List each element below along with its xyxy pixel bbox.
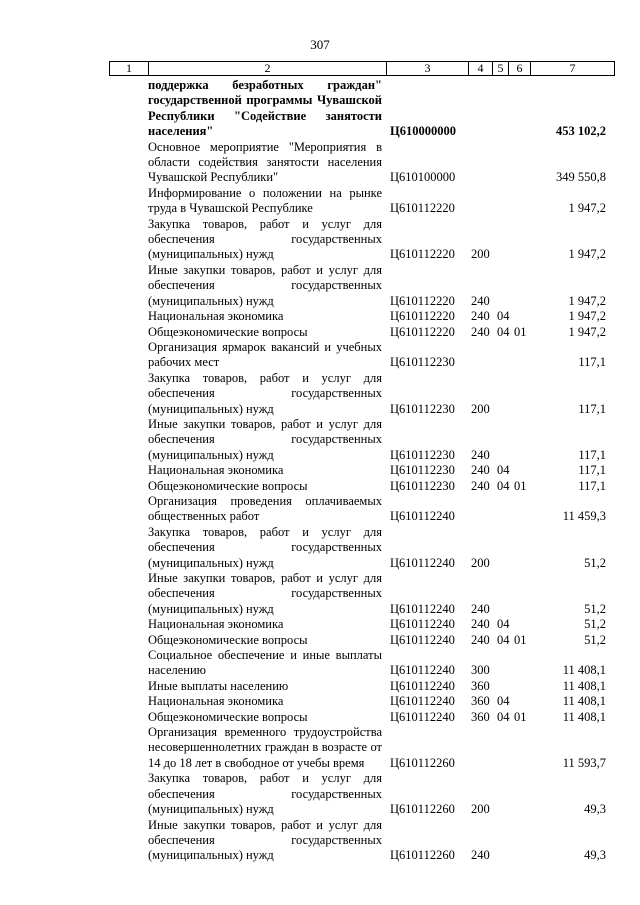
- row-amount: 11 459,3: [562, 509, 606, 524]
- table-row: [0, 217, 640, 263]
- table-row: [0, 571, 640, 617]
- row-amount: 49,3: [584, 848, 606, 863]
- row-target-code: Ц610112240: [390, 509, 455, 524]
- header-col-5: 5: [492, 62, 508, 75]
- row-description: Национальная экономика: [148, 694, 284, 709]
- row-section: 04: [497, 632, 510, 647]
- row-description: Организация проведения оплачиваемых общественных работ: [148, 493, 382, 524]
- table-row: [0, 78, 640, 140]
- table-row: [0, 818, 640, 864]
- row-target-code: Ц610112230: [390, 463, 455, 478]
- row-target-code: Ц610112220: [390, 309, 455, 324]
- table-row: [0, 710, 640, 725]
- table-row: [0, 633, 640, 648]
- row-expense-type: 240: [471, 309, 490, 324]
- row-amount: 1 947,2: [568, 201, 606, 216]
- row-amount: 453 102,2: [556, 124, 606, 139]
- row-description: Иные закупки товаров, работ и услуг для обеспечения государственных (муниципальных) нужд: [148, 262, 382, 308]
- table-row: [0, 725, 640, 771]
- row-amount: 51,2: [584, 632, 606, 647]
- table-row: [0, 325, 640, 340]
- row-target-code: Ц610112230: [390, 355, 455, 370]
- row-expense-type: 360: [471, 678, 490, 693]
- row-expense-type: 200: [471, 555, 490, 570]
- row-amount: 11 408,1: [562, 678, 606, 693]
- row-target-code: Ц610112220: [390, 247, 455, 262]
- row-section: 04: [497, 463, 510, 478]
- row-amount: 11 408,1: [562, 694, 606, 709]
- row-amount: 11 593,7: [562, 755, 606, 770]
- header-col-7: 7: [530, 62, 614, 75]
- row-expense-type: 200: [471, 802, 490, 817]
- row-description: Национальная экономика: [148, 309, 284, 324]
- row-section: 04: [497, 309, 510, 324]
- row-expense-type: 360: [471, 709, 490, 724]
- row-expense-type: 300: [471, 663, 490, 678]
- header-col-2: 2: [148, 62, 386, 75]
- row-description: Организация ярмарок вакансий и учебных рабочих мест: [148, 339, 382, 370]
- row-target-code: Ц610112230: [390, 478, 455, 493]
- row-expense-type: 240: [471, 463, 490, 478]
- row-expense-type: 240: [471, 848, 490, 863]
- row-target-code: Ц610112230: [390, 401, 455, 416]
- row-target-code: Ц610112240: [390, 709, 455, 724]
- row-target-code: Ц610112230: [390, 447, 455, 462]
- row-target-code: Ц610000000: [390, 124, 456, 139]
- row-amount: 1 947,2: [568, 247, 606, 262]
- row-target-code: Ц610112240: [390, 555, 455, 570]
- row-description: Закупка товаров, работ и услуг для обеспечения государственных (муниципальных) нужд: [148, 216, 382, 262]
- row-target-code: Ц610112240: [390, 632, 455, 647]
- row-description: поддержка безработных граждан" государственной программы Чувашской Республики "Содействие занятости населения": [148, 78, 382, 139]
- row-amount: 11 408,1: [562, 663, 606, 678]
- row-target-code: Ц610112260: [390, 755, 455, 770]
- table-row: [0, 479, 640, 494]
- row-description: Социальное обеспечение и иные выплаты населению: [148, 648, 382, 678]
- row-section: 04: [497, 324, 510, 339]
- row-expense-type: 240: [471, 601, 490, 616]
- row-expense-type: 240: [471, 324, 490, 339]
- row-target-code: Ц610100000: [390, 170, 456, 185]
- table-row: [0, 463, 640, 478]
- row-description: Иные выплаты населению: [148, 678, 289, 693]
- row-amount: 51,2: [584, 601, 606, 616]
- row-description: Общеэкономические вопросы: [148, 709, 308, 724]
- row-description: Общеэкономические вопросы: [148, 632, 308, 647]
- row-target-code: Ц610112260: [390, 848, 455, 863]
- row-subsection: 01: [514, 632, 527, 647]
- row-subsection: 01: [514, 478, 527, 493]
- row-expense-type: 200: [471, 401, 490, 416]
- table-row: [0, 186, 640, 217]
- table-row: [0, 140, 640, 186]
- row-target-code: Ц610112240: [390, 663, 455, 678]
- row-amount: 117,1: [578, 463, 606, 478]
- row-description: Организация временного трудоустройства несовершеннолетних граждан в возрасте от 14 до 18 лет в свободное от учебы время: [148, 725, 382, 770]
- row-amount: 1 947,2: [568, 293, 606, 308]
- row-expense-type: 240: [471, 632, 490, 647]
- row-target-code: Ц610112220: [390, 201, 455, 216]
- row-amount: 51,2: [584, 617, 606, 632]
- row-description: Общеэкономические вопросы: [148, 478, 308, 493]
- row-target-code: Ц610112260: [390, 802, 455, 817]
- row-expense-type: 240: [471, 478, 490, 493]
- row-amount: 1 947,2: [568, 309, 606, 324]
- row-target-code: Ц610112240: [390, 617, 455, 632]
- header-col-1: 1: [126, 61, 132, 75]
- row-description: Закупка товаров, работ и услуг для обеспечения государственных (муниципальных) нужд: [148, 771, 382, 817]
- row-expense-type: 240: [471, 293, 490, 308]
- row-subsection: 01: [514, 324, 527, 339]
- row-amount: 117,1: [578, 478, 606, 493]
- row-description: Иные закупки товаров, работ и услуг для обеспечения государственных (муниципальных) нужд: [148, 416, 382, 462]
- table-row: [0, 417, 640, 463]
- table-row: [0, 371, 640, 417]
- row-description: Иные закупки товаров, работ и услуг для обеспечения государственных (муниципальных) нужд: [148, 571, 382, 616]
- row-amount: 11 408,1: [562, 709, 606, 724]
- header-col-6: 6: [508, 62, 530, 75]
- row-section: 04: [497, 694, 510, 709]
- table-row: [0, 648, 640, 679]
- table-row: [0, 617, 640, 632]
- row-amount: 117,1: [578, 355, 606, 370]
- row-section: 04: [497, 709, 510, 724]
- row-description: Общеэкономические вопросы: [148, 324, 308, 339]
- table-body: [0, 78, 640, 864]
- table-row: [0, 263, 640, 309]
- row-amount: 49,3: [584, 802, 606, 817]
- table-row: [0, 309, 640, 324]
- row-section: 04: [497, 617, 510, 632]
- row-target-code: Ц610112220: [390, 293, 455, 308]
- row-description: Основное мероприятие "Мероприятия в области содействия занятости населения Чувашской Республики": [148, 139, 382, 185]
- row-description: Национальная экономика: [148, 617, 284, 632]
- table-header: [109, 61, 615, 76]
- row-amount: 51,2: [584, 555, 606, 570]
- row-amount: 117,1: [578, 447, 606, 462]
- row-description: Закупка товаров, работ и услуг для обеспечения государственных (муниципальных) нужд: [148, 370, 382, 416]
- row-target-code: Ц610112240: [390, 694, 455, 709]
- row-amount: 1 947,2: [568, 324, 606, 339]
- row-target-code: Ц610112220: [390, 324, 455, 339]
- table-row: [0, 771, 640, 817]
- row-expense-type: 240: [471, 447, 490, 462]
- row-section: 04: [497, 478, 510, 493]
- page-number: 307: [310, 37, 330, 52]
- row-target-code: Ц610112240: [390, 601, 455, 616]
- table-row: [0, 494, 640, 525]
- row-subsection: 01: [514, 709, 527, 724]
- table-row: [0, 525, 640, 571]
- table-row: [0, 694, 640, 709]
- table-row: [0, 340, 640, 371]
- row-description: Национальная экономика: [148, 463, 284, 478]
- row-target-code: Ц610112240: [390, 678, 455, 693]
- row-description: Закупка товаров, работ и услуг для обеспечения государственных (муниципальных) нужд: [148, 524, 382, 570]
- row-expense-type: 200: [471, 247, 490, 262]
- row-expense-type: 240: [471, 617, 490, 632]
- table-row: [0, 679, 640, 694]
- row-expense-type: 360: [471, 694, 490, 709]
- header-col-3: 3: [386, 62, 468, 75]
- row-description: Иные закупки товаров, работ и услуг для обеспечения государственных (муниципальных) нужд: [148, 817, 382, 863]
- row-amount: 349 550,8: [556, 170, 606, 185]
- header-col-4: 4: [468, 62, 492, 75]
- row-amount: 117,1: [578, 401, 606, 416]
- row-description: Информирование о положении на рынке труда в Чувашской Республике: [148, 185, 382, 216]
